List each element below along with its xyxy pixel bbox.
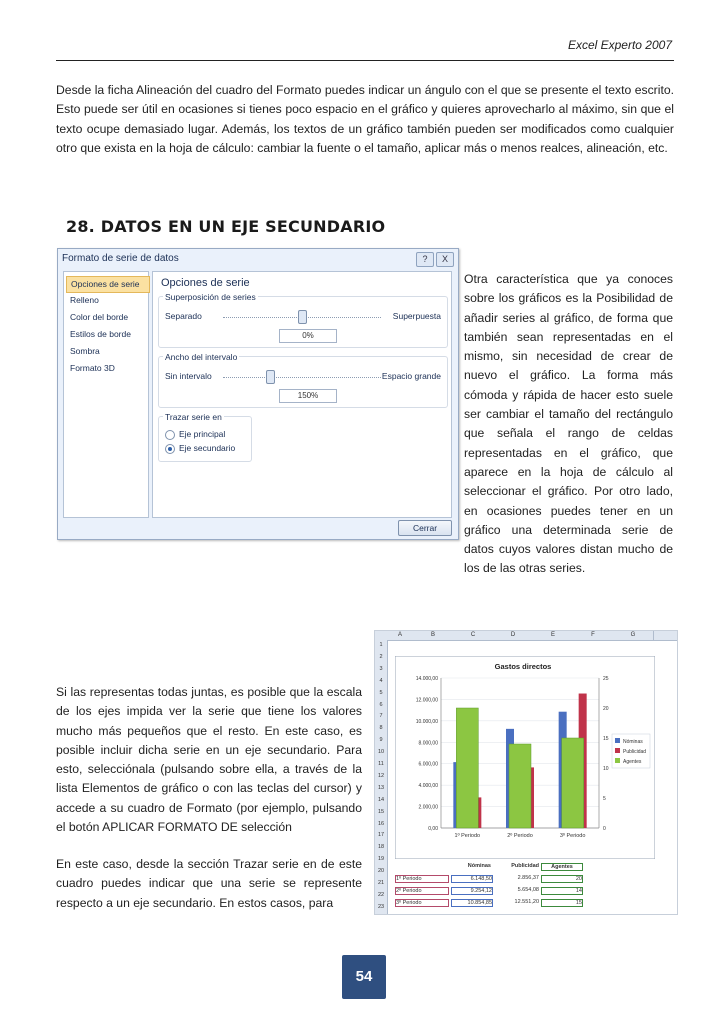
y-tick-label: 14.000,00 [415, 676, 438, 682]
gap-slider-thumb[interactable] [266, 370, 275, 384]
spreadsheet-screenshot [374, 630, 678, 915]
help-icon[interactable]: ? [416, 252, 434, 267]
chart-title: Gastos directos [494, 662, 552, 671]
column-header-d[interactable]: D [493, 631, 534, 641]
nav-item-series-options[interactable]: Opciones de serie [66, 276, 150, 293]
y-tick-label: 0,00 [428, 826, 438, 832]
table-header-agentes[interactable]: Agentes [541, 863, 583, 871]
bar-agentes [456, 708, 478, 828]
row-header-7[interactable]: 7 [375, 711, 388, 723]
y2-tick-label: 15 [603, 736, 609, 742]
x-tick-label: 3º Periodo [559, 833, 586, 839]
overlap-right-label: Superpuesta [392, 311, 441, 321]
row-header-10[interactable]: 10 [375, 747, 388, 759]
page-number: 54 [342, 955, 386, 999]
row-header-23[interactable]: 23 [375, 902, 388, 914]
table-cell[interactable]: 12.551,20 [514, 899, 539, 905]
column-header-a[interactable]: A [387, 631, 414, 641]
table-cell[interactable]: 6.148,50 [451, 875, 493, 883]
row-header-5[interactable]: 5 [375, 688, 388, 700]
pane-heading: Opciones de serie [161, 277, 250, 289]
running-header: Excel Experto 2007 [567, 38, 672, 52]
y-tick-label: 10.000,00 [415, 718, 438, 725]
nav-item-shadow[interactable]: Sombra [70, 346, 100, 356]
bar-agentes [562, 738, 584, 828]
table-header-publicidad[interactable]: Publicidad [511, 863, 539, 869]
row-header-2[interactable]: 2 [375, 652, 388, 664]
plot-on-label: Trazar serie en [165, 412, 222, 422]
row-header-9[interactable]: 9 [375, 735, 388, 747]
y-tick-label: 4.000,00 [418, 783, 438, 790]
primary-axis-label: Eje principal [179, 429, 226, 439]
row-header-21[interactable]: 21 [375, 878, 388, 890]
format-series-dialog [57, 248, 459, 540]
row-header-3[interactable]: 3 [375, 664, 388, 676]
y-tick-label: 6.000,00 [418, 761, 438, 768]
row-header-11[interactable]: 11 [375, 759, 388, 771]
dialog-title: Formato de serie de datos [62, 253, 179, 264]
legend-label: Agentes [623, 759, 642, 765]
y-tick-label: 12.000,00 [415, 697, 438, 704]
table-cell[interactable]: 5.654,08 [517, 887, 539, 893]
table-cell[interactable]: 2.856,37 [517, 875, 539, 881]
table-cell[interactable]: 14 [541, 887, 583, 895]
row-header-17[interactable]: 17 [375, 830, 388, 842]
bar-agentes [509, 744, 531, 828]
row-header-8[interactable]: 8 [375, 723, 388, 735]
y2-tick-label: 20 [603, 706, 609, 712]
y2-tick-label: 0 [603, 826, 606, 832]
legend-swatch [615, 738, 620, 743]
y2-tick-label: 5 [603, 796, 606, 802]
y2-tick-label: 25 [603, 676, 609, 682]
row-header-14[interactable]: 14 [375, 795, 388, 807]
x-tick-label: 1º Periodo [454, 833, 481, 839]
nav-item-3d-format[interactable]: Formato 3D [70, 363, 115, 373]
gap-value[interactable]: 150% [279, 389, 337, 403]
left-paragraph-2: En este caso, desde la sección Trazar serie en de este cuadro puedes indicar que una serie se represente respecto a un eje secundario. En estos casos, para [56, 857, 362, 910]
y2-tick-label: 10 [603, 766, 609, 772]
table-cell[interactable]: 20 [541, 875, 583, 883]
legend-label: Nóminas [623, 739, 643, 745]
row-header-20[interactable]: 20 [375, 866, 388, 878]
column-header-c[interactable]: C [453, 631, 494, 641]
header-rule [56, 60, 674, 61]
gap-group [158, 352, 448, 408]
overlap-slider-thumb[interactable] [298, 310, 307, 324]
row-header-16[interactable]: 16 [375, 819, 388, 831]
secondary-axis-radio[interactable] [165, 444, 175, 454]
legend-swatch [615, 758, 620, 763]
intro-paragraph: Desde la ficha Alineación del cuadro del Formato puedes indicar un ángulo con el que se presente el texto escrito. Esto puede ser útil en ocasiones si tienes poco espacio en el gráfico y quieres aprovecharlo al máximo, sin que el texto ocupe demasiado lugar. Además, los textos de un gráfico también pueden ser modificados como cualquier otro que exista en la hoja de cálculo: cambiar la fuente o el tamaño, aplicar más o menos realces, alineación, etc. [56, 83, 674, 155]
column-header-f[interactable]: F [573, 631, 614, 641]
plot-on-group [158, 412, 252, 462]
x-tick-label: 2º Periodo [507, 833, 533, 839]
overlap-label: Superposición de series [165, 292, 256, 302]
y-tick-label: 2.000,00 [418, 804, 438, 811]
nav-item-fill[interactable]: Relleno [70, 295, 99, 305]
right-paragraph: Otra característica que ya conoces sobre los gráficos es la Posibilidad de añadir series al gráfico, de forma que también sean representadas en el mismo, sin necesidad de crear de nuevo el gráfico. La forma más cómoda y rápida de hacer esto suele ser cambiar el tamaño del rectángulo que señala el rango de celdas representadas en el gráfico, que aparece en la hoja de cálculo al seleccionar el gráfico. Por otro lado, en ocasiones puedes tener en un gráfico una determinada serie de datos cuyos valores distan mucho de los de las otras series. [464, 272, 673, 576]
table-row-label[interactable]: 3º Periodo [395, 899, 449, 907]
table-row-label[interactable]: 1º Periodo [395, 875, 449, 883]
table-cell[interactable]: 15 [541, 899, 583, 907]
y-tick-label: 8.000,00 [418, 740, 438, 747]
row-header-19[interactable]: 19 [375, 854, 388, 866]
close-icon[interactable]: X [436, 252, 454, 267]
table-row-label[interactable]: 2º Periodo [395, 887, 449, 895]
legend-swatch [615, 748, 620, 753]
row-header-13[interactable]: 13 [375, 783, 388, 795]
table-header-nominas[interactable]: Nóminas [467, 863, 491, 869]
overlap-left-label: Separado [165, 311, 202, 321]
column-header-g[interactable]: G [613, 631, 654, 641]
row-header-12[interactable]: 12 [375, 771, 388, 783]
column-header-b[interactable]: B [413, 631, 454, 641]
data-table [395, 863, 585, 911]
column-header-e[interactable]: E [533, 631, 574, 641]
row-header-22[interactable]: 22 [375, 890, 388, 902]
row-header-4[interactable]: 4 [375, 676, 388, 688]
table-cell[interactable]: 10.854,85 [451, 899, 493, 907]
gap-slider-track[interactable] [223, 377, 381, 379]
row-header-18[interactable]: 18 [375, 842, 388, 854]
bar-chart[interactable] [395, 656, 655, 859]
primary-axis-radio[interactable] [165, 430, 175, 440]
dialog-nav [63, 271, 149, 518]
gap-right-label: Espacio grande [381, 371, 441, 381]
nav-item-border-color[interactable]: Color del borde [70, 312, 129, 322]
section-title: 28. DATOS EN UN EJE SECUNDARIO [66, 217, 386, 236]
close-button[interactable]: Cerrar [398, 520, 452, 536]
gap-label: Ancho del intervalo [165, 352, 238, 362]
overlap-group [158, 292, 448, 348]
left-paragraph-1: Si las representas todas juntas, es posible que la escala de los ejes impida ver la serie que tiene los valores mucho más pequeños que el resto. En este caso, es posible incluir dicha serie en un eje secundario. Para esto, selecciónala (pulsando sobre ella, a través de la lista Elementos de gráfico o con las teclas del cursor) y accede a su cuadro de Formato (por ejemplo, pulsando el botón APLICAR FORMATO DE selección [56, 685, 362, 835]
secondary-axis-label: Eje secundario [179, 443, 236, 453]
table-cell[interactable]: 9.254,12 [451, 887, 493, 895]
gap-left-label: Sin intervalo [165, 371, 212, 381]
legend-label: Publicidad [623, 749, 647, 755]
row-header-1[interactable]: 1 [375, 640, 388, 652]
row-header-6[interactable]: 6 [375, 700, 388, 712]
nav-item-border-styles[interactable]: Estilos de borde [70, 329, 131, 339]
dialog-pane [152, 271, 452, 518]
row-header-15[interactable]: 15 [375, 807, 388, 819]
overlap-value[interactable]: 0% [279, 329, 337, 343]
